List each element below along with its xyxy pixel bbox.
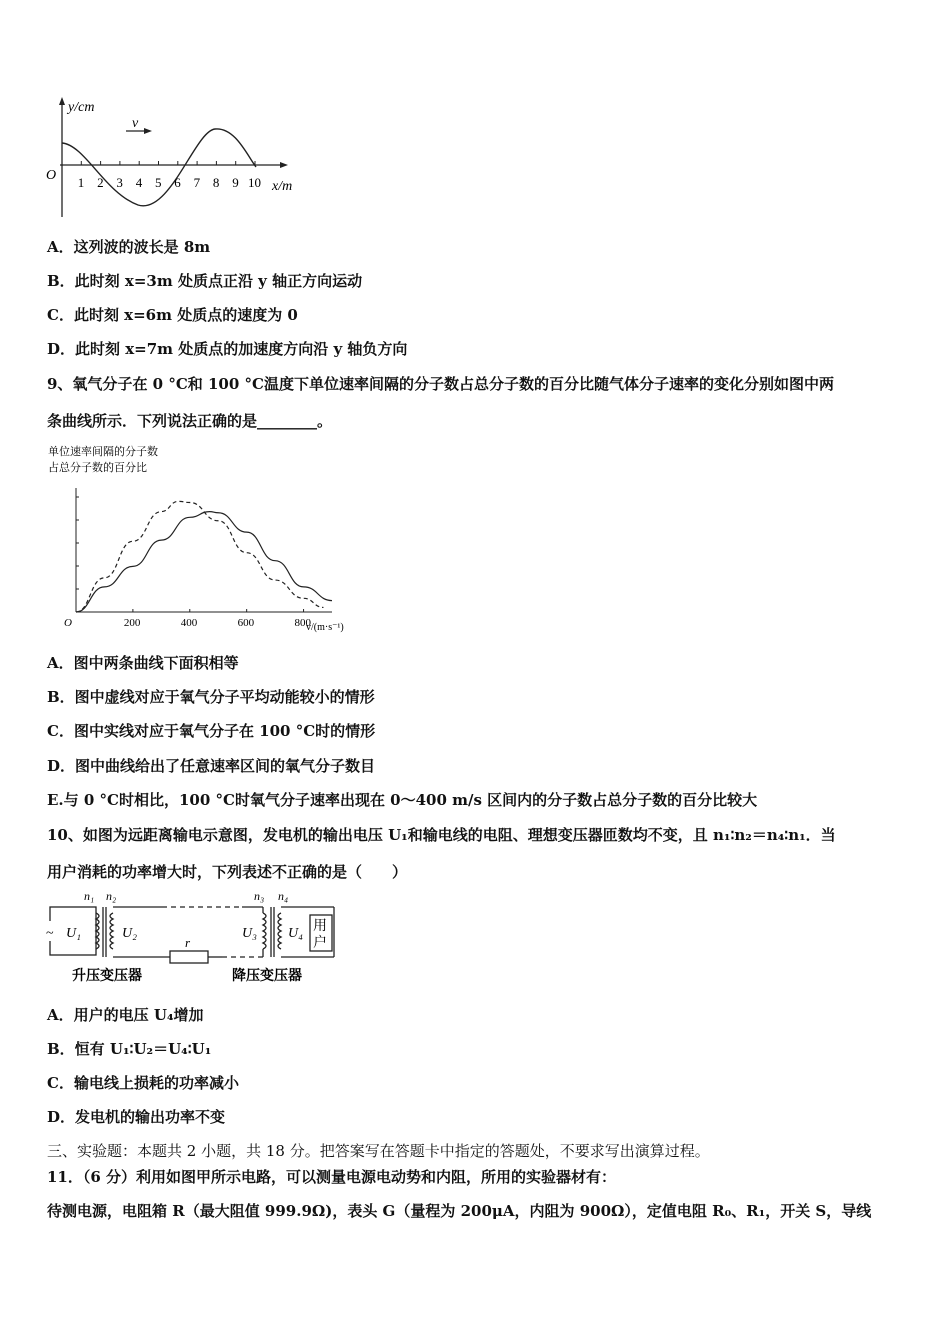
q10-option-d: D．发电机的输出功率不变: [47, 1108, 226, 1126]
wave-tick-label: 5: [155, 175, 162, 190]
wave-tick-label: 4: [135, 175, 143, 190]
q10-option-c: C．输电线上损耗的功率减小: [47, 1074, 239, 1092]
q9-option-e: E.与 0 °C时相比，100 °C时氧气分子速率出现在 0～400 m/s 区间内的分子数占总分子数的百分比较大: [47, 791, 758, 809]
q8-option-b: B．此时刻 x=3m 处质点正沿 y 轴正方向运动: [47, 272, 363, 290]
step-down-primary-coil: [263, 913, 266, 949]
ac-source-icon: ~: [46, 926, 54, 941]
user-load-label-1: 用: [313, 919, 327, 934]
q11-stem-line1: 11．（6 分）利用如图甲所示电路，可以测量电源电动势和内阻，所用的实验器材有：: [47, 1168, 617, 1186]
label-u3: U₃: [242, 926, 257, 941]
line-resistor: [170, 951, 208, 963]
q8-option-d: D．此时刻 x=7m 处质点的加速度方向沿 y 轴负方向: [47, 340, 408, 358]
step-down-label: 降压变压器: [232, 969, 302, 984]
q9-option-b: B．图中虚线对应于氧气分子平均动能较小的情形: [47, 688, 375, 706]
chart-series-dashed: [76, 501, 323, 612]
chart-ylabel-line2: 占总分子数的百分比: [48, 462, 147, 474]
q9-stem-line2: 条曲线所示．下列说法正确的是________。: [47, 412, 333, 430]
label-n2: n₂: [106, 889, 117, 903]
step-down-secondary-coil: [278, 913, 281, 949]
q11-stem-line2: 待测电源，电阻箱 R（最大阻值 999.9Ω)，表头 G（量程为 200μA，内阻为 900Ω），定值电阻 R₀、R₁，开关 S，导线: [47, 1202, 872, 1220]
q8-option-c: C．此时刻 x=6m 处质点的速度为 0: [47, 306, 298, 324]
label-n1: n₁: [84, 889, 95, 903]
label-u1: U₁: [66, 926, 81, 941]
step-up-secondary-coil: [110, 913, 113, 949]
chart-origin: O: [64, 617, 72, 629]
wave-curve: [62, 129, 256, 206]
user-load-label-2: 户: [313, 936, 327, 951]
wave-origin: O: [46, 168, 57, 183]
q9-stem-line1: 9、氧气分子在 0 °C和 100 °C温度下单位速率间隔的分子数占总分子数的百分比随气体分子速率的变化分别如图中两: [47, 375, 834, 393]
label-n3: n₃: [254, 889, 265, 903]
wave-tick-label: 6: [174, 175, 181, 190]
step-up-primary-coil: [96, 913, 99, 949]
q9-option-a: A．图中两条曲线下面积相等: [47, 654, 239, 672]
wave-y-label: y/cm: [68, 100, 95, 115]
chart-x-tick-label: 600: [237, 617, 255, 629]
section3-heading: 三、实验题：本题共 2 小题，共 18 分。把答案写在答题卡中指定的答题处，不要求写出演算过程。: [47, 1142, 710, 1160]
label-r: r: [185, 935, 191, 950]
wave-tick-label: 7: [193, 175, 201, 190]
q10-stem-line1: 10、如图为远距离输电示意图，发电机的输出电压 U₁和输电线的电阻、理想变压器匝数均不变，且 n₁∶n₂＝n₄∶n₁．当: [47, 826, 836, 844]
chart-x-tick-label: 800: [294, 617, 312, 629]
q10-option-a: A．用户的电压 U₄增加: [47, 1006, 204, 1024]
chart-x-tick-label: 200: [123, 617, 141, 629]
transmission-circuit: [42, 885, 352, 990]
wave-tick-label: 10: [248, 175, 261, 190]
wave-tick-label: 1: [77, 175, 85, 190]
q10-option-b: B．恒有 U₁∶U₂＝U₄∶U₁: [47, 1040, 212, 1058]
wave-tick-label: 3: [116, 175, 123, 190]
wave-figure: [40, 95, 320, 225]
wave-tick-label: 9: [232, 175, 239, 190]
chart-ylabel-line1: 单位速率间隔的分子数: [48, 446, 158, 458]
wave-tick-label: 2: [97, 175, 104, 190]
label-n4: n₄: [278, 889, 289, 903]
chart-x-tick-label: 400: [180, 617, 198, 629]
wave-velocity-label: v: [132, 116, 139, 131]
wave-tick-label: 8: [212, 175, 220, 190]
chart-xlabel: v/(m·s⁻¹): [306, 622, 344, 633]
step-up-label: 升压变压器: [72, 969, 142, 984]
q8-option-a: A．这列波的波长是 8m: [47, 238, 211, 256]
chart-series-solid: [76, 512, 332, 612]
q10-stem-line2: 用户消耗的功率增大时，下列表述不正确的是（ ）: [47, 863, 408, 881]
label-u2: U₂: [122, 926, 137, 941]
speed-distribution-chart: [40, 440, 370, 640]
wave-x-label: x/m: [272, 179, 293, 194]
label-u4: U₄: [288, 926, 303, 941]
q9-option-c: C．图中实线对应于氧气分子在 100 °C时的情形: [47, 722, 376, 740]
q9-option-d: D．图中曲线给出了任意速率区间的氧气分子数目: [47, 757, 376, 775]
